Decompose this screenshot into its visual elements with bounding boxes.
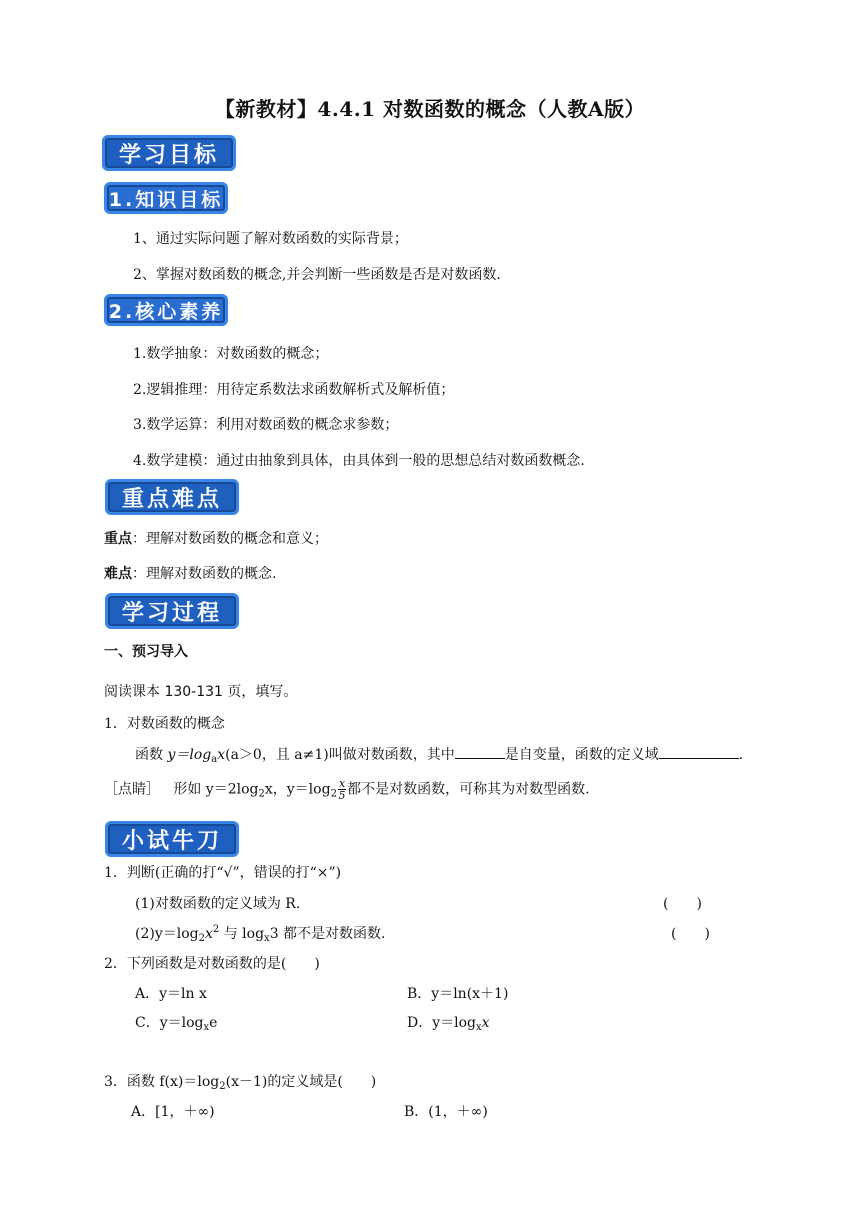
difficult-text: ：理解对数函数的概念. — [132, 566, 277, 582]
blank-variable[interactable] — [455, 744, 505, 759]
blank-domain[interactable] — [659, 744, 739, 759]
badge-learning-goals: 学习目标 — [102, 135, 236, 171]
difficult-point — [104, 563, 276, 583]
core-literacy-4: 4.数学建模：通过由抽象到具体，由具体到一般的思想总结对数函数概念. — [133, 453, 585, 469]
core-literacy-2: 2.逻辑推理：用待定系数法求函数解析式及解析值； — [133, 382, 455, 398]
tip-line: ［点睛］ 形如 $y=2\log_2x$，$y=\log_2$ $\frac{x}{5}$ 都不是对数函数，可称其为对数型函数. — [104, 777, 590, 802]
core-literacy-1: 1.数学抽象：对数函数的概念； — [133, 346, 329, 362]
reading-instruction: 阅读课本 130-131 页，填写。 — [104, 684, 298, 700]
question-1-2-answer[interactable]: ( ) — [671, 926, 710, 942]
knowledge-goal-1: 1、通过实际问题了解对数函数的实际背景； — [133, 231, 408, 247]
difficult-label: 难点 — [104, 566, 132, 582]
badge-core-literacy: 2.核心素养 — [104, 294, 228, 326]
question-3-option-b[interactable]: B．(1，＋∞) — [404, 1104, 488, 1120]
knowledge-goal-2: 2、掌握对数函数的概念,并会判断一些函数是否是对数函数. — [133, 267, 501, 283]
question-1-1-answer[interactable]: ( ) — [663, 896, 702, 912]
question-3-option-a[interactable]: A．[1，＋∞) — [131, 1104, 215, 1120]
question-1: 1．判断(正确的打“√”，错误的打“×”) — [104, 865, 342, 881]
important-point — [104, 528, 328, 548]
item-log-function-concept: 1．对数函数的概念 — [104, 716, 225, 732]
section-preview: 一、预习导入 — [104, 644, 188, 660]
page-title: 【新教材】4.4.1 对数函数的概念（人教A版） — [214, 97, 646, 121]
badge-knowledge-goals: 1.知识目标 — [104, 182, 228, 214]
badge-learning-process: 学习过程 — [105, 593, 239, 629]
question-2-option-c[interactable]: C．$y=\log_xe$ — [135, 1015, 218, 1033]
question-3: 3．函数 $f(x)=\log_2(x-1)$的定义域是( ) — [104, 1074, 377, 1092]
question-2: 2．下列函数是对数函数的是( ) — [104, 956, 320, 972]
badge-key-points: 重点难点 — [105, 479, 239, 515]
important-label: 重点 — [104, 531, 132, 547]
question-1-2: $(2)y=\log_2x^2$ 与 $\log_x3$ 都不是对数函数. — [135, 924, 386, 944]
question-2-option-b[interactable]: B．y＝ln(x＋1) — [407, 986, 509, 1002]
question-2-option-d[interactable]: D．$y=\log_xx$ — [407, 1015, 490, 1033]
fraction-x-over-5: $\frac{x}{5}$ — [338, 777, 346, 802]
definition-line: 函数 $y=\log_ax(a>0$，且 a≠1)叫做对数函数，其中 是自变量，函数的定义域 . — [135, 744, 743, 765]
question-2-option-a[interactable]: A．y＝ln x — [135, 986, 207, 1002]
core-literacy-3: 3.数学运算：利用对数函数的概念求参数； — [133, 417, 399, 433]
important-text: ：理解对数函数的概念和意义； — [132, 531, 328, 547]
question-1-1: (1)对数函数的定义域为 R. — [135, 896, 301, 912]
badge-practice: 小试牛刀 — [105, 821, 239, 857]
